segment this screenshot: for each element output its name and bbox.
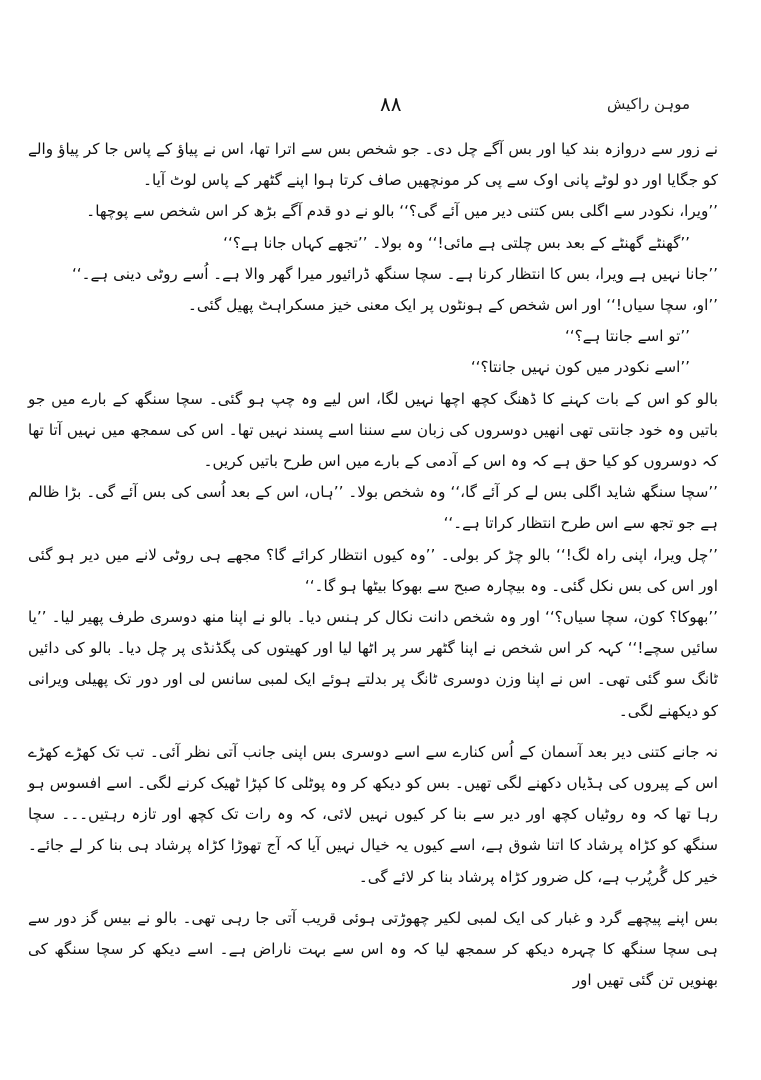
paragraph: ’’جانا نہیں ہے ویرا، بس کا انتظار کرنا ہے۔ سچا سنگھ ڈرائیور میرا گھر والا ہے۔ اُسے روٹی دینی ہے۔‘‘	[71, 264, 718, 283]
paragraph: ’’سچا سنگھ شاید اگلی بس لے کر آئے گا،‘‘ وہ شخص بولا۔ ’’ہاں، اس کے بعد اُسی کی بس آئے گی۔ بڑا ظالم ہے جو تجھ سے اس طرح انتظار کراتا ہے۔‘‘	[28, 483, 718, 533]
page-header	[380, 92, 690, 116]
body-text	[28, 134, 718, 996]
paragraph: بالو کو اس کے بات کہنے کا ڈھنگ کچھ اچھا نہیں لگا، اس لیے وہ چپ ہو گئی۔ سچا سنگھ کے بارے میں جو باتیں وہ خود جانتی تھی انھیں دوسروں کی زبان سے سننا اسے پسند نہیں تھا۔ اس کی سمجھ میں نہیں آتا تھا کہ دوسروں کو کیا حق ہے کہ وہ اس کے آدمی کے بارے میں اس طرح باتیں کریں۔	[28, 389, 718, 471]
paragraph: نہ جانے کتنی دیر بعد آسمان کے اُس کنارے سے اسے دوسری بس اپنی جانب آتی نظر آئی۔ تب تک کھڑے کھڑے اس کے پیروں کی ہڈیاں دکھنے لگی تھیں۔ بس کو دیکھ کر وہ پوٹلی کا کپڑا ٹھیک کرنے لگی۔ اسے افسوس ہو رہا تھا کہ وہ روٹیاں کچھ اور دیر سے بنا کر کیوں نہیں لائی، کہ وہ رات تک کچھ اور تازہ رہتیں۔۔۔ سچا سنگھ کو کڑاہ پرشاد کا اتنا شوق ہے، اسے کیوں یہ خیال نہیں آیا کہ آج تھوڑا کڑاہ پرشاد ہی بنا کر لے جائے۔ خیر کل گُرپُرب ہے، کل ضرور کڑاہ پرشاد بنا کر لائے گی۔	[28, 742, 718, 886]
paragraph: بس اپنے پیچھے گرد و غبار کی ایک لمبی لکیر چھوڑتی ہوئی قریب آتی جا رہی تھی۔ بالو نے بیس گز دور سے ہی سچا سنگھ کا چہرہ دیکھ کر سمجھ لیا کہ وہ اس سے بہت ناراض ہے۔ اسے دیکھ کر سچا سنگھ کی بھنویں تن گئی تھیں اور	[28, 908, 718, 990]
paragraph: ’’ویرا، نکودر سے اگلی بس کتنی دیر میں آئے گی؟‘‘ بالو نے دو قدم آگے بڑھ کر اس شخص سے پوچھا۔	[86, 202, 718, 221]
running-title: موہن راکیش	[607, 95, 690, 113]
paragraph: ’’اسے نکودر میں کون نہیں جانتا؟‘‘	[470, 358, 690, 377]
paragraph: ’’بھوکا؟ کون، سچا سیاں؟‘‘ اور وہ شخص دانت نکال کر ہنس دیا۔ بالو نے اپنا منھ دوسری طرف پھیر لیا۔ ’’یا سائیں سچے!‘‘ کہہ کر اس شخص نے اپنا گٹھر سر پر اٹھا لیا اور کھیتوں کی پگڈنڈی پر چل دیا۔ بالو کی دائیں ٹانگ سو گئی تھی۔ اس نے اپنا وزن دوسری ٹانگ پر بدلتے ہوئے ایک لمبی سانس لی اور دور تک پھیلی ویرانی کو دیکھنے لگی۔	[28, 608, 718, 720]
paragraph: ’’او، سچا سیاں!‘‘ اور اس شخص کے ہونٹوں پر ایک معنی خیز مسکراہٹ پھیل گئی۔	[187, 296, 718, 315]
paragraph: نے زور سے دروازہ بند کیا اور بس آگے چل دی۔ جو شخص بس سے اترا تھا، اس نے پیاؤ کے پاس جا کر پیاؤ والے کو جگایا اور دو لوٹے پانی اوک سے پی کر مونچھیں صاف کرتا ہوا اپنے گٹھر کے پاس لوٹ آیا۔	[28, 140, 718, 190]
page-number: ۸۸	[380, 92, 402, 116]
paragraph: ’’گھنٹے گھنٹے کے بعد بس چلتی ہے مائی!‘‘ وہ بولا۔ ’’تجھے کہاں جانا ہے؟‘‘	[223, 233, 690, 252]
paragraph: ’’چل ویرا، اپنی راہ لگ!‘‘ بالو چڑ کر بولی۔ ’’وہ کیوں انتظار کرائے گا؟ مجھے ہی روٹی لانے میں دیر ہو گئی اور اس کی بس نکل گئی۔ وہ بیچارہ صبح سے بھوکا بیٹھا ہو گا۔‘‘	[28, 545, 718, 595]
paragraph: ’’تو اسے جانتا ہے؟‘‘	[564, 327, 690, 346]
